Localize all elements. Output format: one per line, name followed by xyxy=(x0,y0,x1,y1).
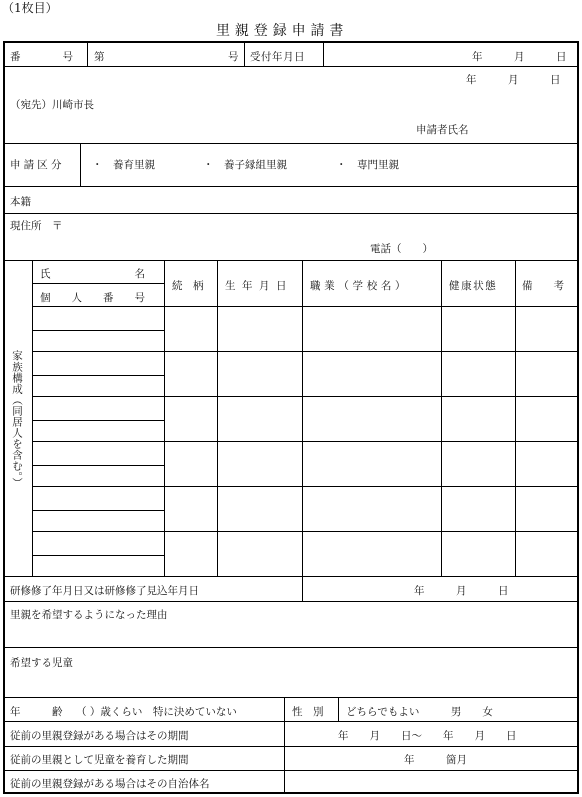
prev-municipality-label: 従前の里親登録がある場合はその自治体名 xyxy=(10,778,210,790)
rule-v-name xyxy=(164,260,165,576)
residence-label: 現住所 〒 xyxy=(10,220,63,232)
rule-residence xyxy=(4,260,578,261)
training-value: 年 月 日 xyxy=(414,585,509,597)
number-label: 番 号 xyxy=(10,51,73,63)
rule-header xyxy=(4,66,578,67)
rule-member-5 xyxy=(32,531,578,532)
rule-v-relation xyxy=(217,260,218,576)
training-label: 研修修了年月日又は研修修了見込年月日 xyxy=(10,585,199,597)
rule-v-age xyxy=(284,697,285,721)
rule-member-5-split xyxy=(32,510,164,511)
dai-label: 第 xyxy=(94,51,105,63)
received-value: 年 月 日 xyxy=(472,51,567,63)
prev-raising-value: 年 箇月 xyxy=(404,754,467,766)
family-health-label: 健康状態 xyxy=(449,280,498,292)
application-form xyxy=(3,41,579,794)
rule-v-birthdate xyxy=(302,260,303,576)
rule-member-2 xyxy=(32,396,578,397)
rule-category xyxy=(4,186,578,187)
rule-member-4-split xyxy=(32,465,164,466)
rule-v-number xyxy=(87,42,88,66)
prev-raising-label: 従前の里親として児童を養育した期間 xyxy=(10,754,189,766)
applicant-name-label: 申請者氏名 xyxy=(416,124,469,136)
rule-prev-raising xyxy=(4,770,578,771)
honseki-label: 本籍 xyxy=(10,196,31,208)
rule-member-3 xyxy=(32,441,578,442)
rule-prev-period xyxy=(4,746,578,747)
rule-v-family-side xyxy=(32,260,33,576)
category-adoption: ・ 養子縁組里親 xyxy=(203,159,287,171)
rule-v-occupation xyxy=(441,260,442,576)
rule-address xyxy=(4,143,578,144)
page-title: 里親登録申請書 xyxy=(216,23,349,39)
sex-label: 性 別 xyxy=(292,706,324,718)
rule-v-go xyxy=(244,42,245,66)
rule-desired xyxy=(4,697,578,698)
reason-label: 里親を希望するようになった理由 xyxy=(10,609,168,621)
rule-v-training xyxy=(302,576,303,601)
rule-v-prev xyxy=(284,721,285,794)
family-birthdate-label: 生 年 月 日 xyxy=(225,280,289,292)
family-mynumber-label: 個 人 番 号 xyxy=(40,292,145,304)
family-side-label: 家族構成（同居人を含む。） xyxy=(11,350,23,489)
category-label: 申請区分 xyxy=(10,159,65,171)
rule-honseki xyxy=(4,213,578,214)
rule-member-1 xyxy=(32,351,578,352)
prev-period-label: 従前の里親登録がある場合はその期間 xyxy=(10,730,189,742)
rule-v-sex xyxy=(338,697,339,721)
age-value: （ ）歳くらい 特に決めていない xyxy=(76,706,237,718)
rule-v-category xyxy=(80,143,81,186)
rule-reason xyxy=(4,647,578,648)
addressee: （宛先）川崎市長 xyxy=(10,99,94,111)
family-remarks-label: 備 考 xyxy=(522,280,564,292)
category-specialized: ・ 専門里親 xyxy=(336,159,399,171)
rule-name-header xyxy=(32,283,164,284)
rule-age xyxy=(4,721,578,722)
go-label: 号 xyxy=(228,51,239,63)
rule-v-health xyxy=(515,260,516,576)
rule-v-received xyxy=(323,42,324,66)
rule-family-end xyxy=(4,576,578,577)
age-label: 年 齢 xyxy=(10,706,63,718)
rule-member-3-split xyxy=(32,420,164,421)
sheet-number: （1枚目） xyxy=(2,1,58,15)
rule-member-1-split xyxy=(32,330,164,331)
family-relation-label: 続 柄 xyxy=(172,280,204,292)
rule-family-header xyxy=(32,306,578,307)
sex-value: どちらでもよい 男 女 xyxy=(346,706,493,718)
family-name-label: 氏 名 xyxy=(40,268,145,280)
prev-period-value: 年 月 日〜 年 月 日 xyxy=(338,730,517,742)
category-foster: ・ 養育里親 xyxy=(92,159,155,171)
application-date: 年 月 日 xyxy=(466,74,561,86)
phone-label: 電話（ ） xyxy=(370,243,433,255)
rule-member-6-split xyxy=(32,555,164,556)
desired-child-label: 希望する児童 xyxy=(10,657,73,669)
rule-training xyxy=(4,601,578,602)
rule-member-2-split xyxy=(32,375,164,376)
family-occupation-label: 職業（学校名） xyxy=(310,280,410,292)
received-label: 受付年月日 xyxy=(250,51,306,63)
rule-member-4 xyxy=(32,486,578,487)
